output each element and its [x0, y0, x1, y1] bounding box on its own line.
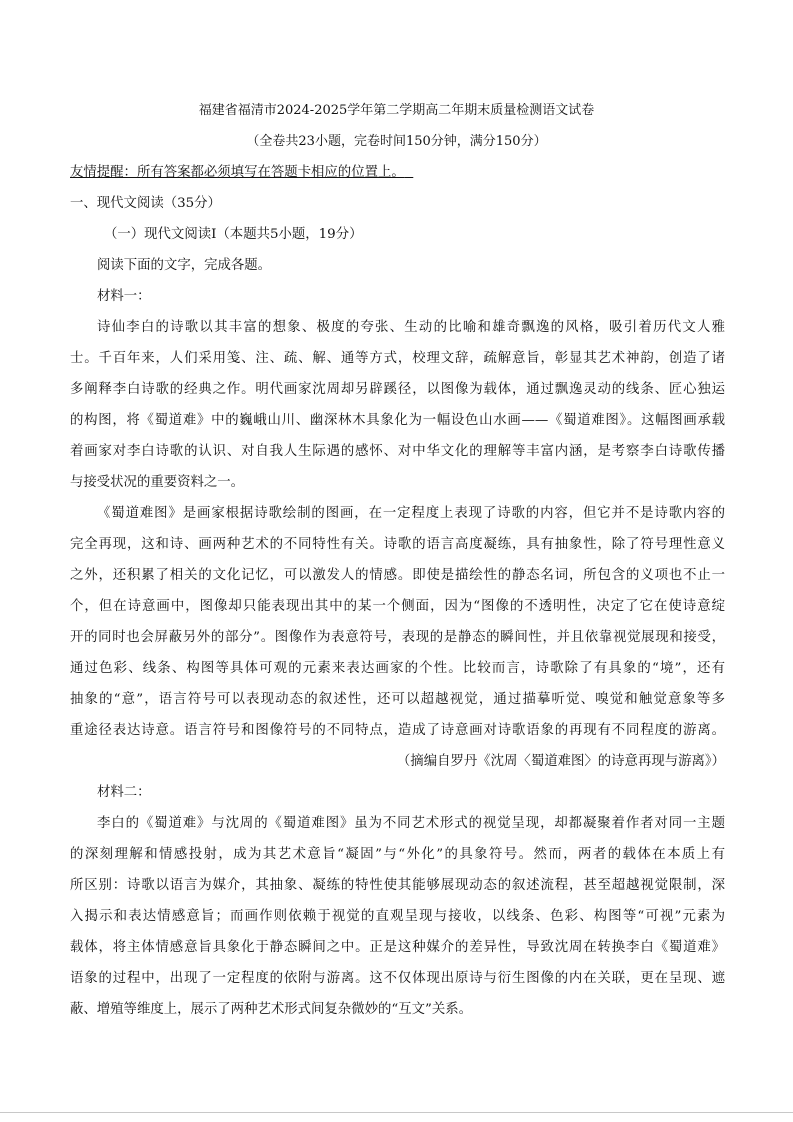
- material1-source: （摘编自罗丹《沈周〈蜀道难图〉的诗意再现与游离》）: [396, 754, 725, 769]
- reminder-text: 友情提醒：所有答案都必须填写在答题卡相应的位置上。: [70, 165, 405, 180]
- material1-p2-line: 开的同时也会屏蔽另外的部分”。图像作为表意符号，表现的是静态的瞬间性，并且依靠视觉展现和接受，: [70, 630, 725, 645]
- reading-instruction: 阅读下面的文字，完成各题。: [97, 258, 272, 273]
- material1-p1-line: 诗仙李白的诗歌以其丰富的想象、极度的夸张、生动的比喻和雄奇飘逸的风格，吸引着历代文人雅: [97, 320, 725, 335]
- reminder-note: [70, 163, 413, 183]
- material1-p2-line: 之外，还积累了相关的文化记忆，可以激发人的情感。即使是描绘性的静态名词，所包含的义项也不止一: [70, 568, 725, 583]
- document-subtitle: （全卷共23小题，完卷时间150分钟，满分150分）: [246, 134, 547, 149]
- material1-label: 材料一：: [97, 289, 151, 304]
- material2-p1-line: 蔽、增殖等维度上，展示了两种艺术形式间复杂微妙的“互文”关系。: [70, 1002, 473, 1017]
- material1-p2-line: 重途径表达诗意。语言符号和图像符号的不同特点，造成了诗意画对诗歌语象的再现有不同程度的游离。: [70, 723, 725, 738]
- material2-p1-line: 李白的《蜀道难》与沈周的《蜀道难图》虽为不同艺术形式的视觉呈现，却都凝聚着作者对同一主题: [97, 816, 725, 831]
- material2-p1-line: 入揭示和表达情感意旨；而画作则依赖于视觉的直观呈现与接收，以线条、色彩、构图等“可视”元素为: [70, 909, 725, 924]
- material1-p1-line: 的构图，将《蜀道难》中的巍峨山川、幽深林木具象化为一幅设色山水画——《蜀道难图》。这幅图画承载: [70, 413, 725, 428]
- material1-p1-line: 多阐释李白诗歌的经典之作。明代画家沈周却另辟蹊径，以图像为载体，通过飘逸灵动的线条、匠心独运: [70, 382, 725, 397]
- material2-p1-line: 载体，将主体情感意旨具象化于静态瞬间之中。正是这种媒介的差异性，导致沈周在转换李白《蜀道难》: [70, 940, 725, 955]
- material2-p1-line: 所区别：诗歌以语言为媒介，其抽象、凝练的特性使其能够展现动态的叙述流程，甚至超越视觉限制，深: [70, 878, 725, 893]
- material2-p1-line: 的深刻理解和情感投射，成为其艺术意旨“凝固”与“外化”的具象符号。然而，两者的载体在本质上有: [70, 847, 725, 862]
- material1-p2-line: 完全再现，这和诗、画两种艺术的不同特性有关。诗歌的语言高度凝练，具有抽象性，除了符号理性意义: [70, 537, 725, 552]
- material1-p1-line: 着画家对李白诗歌的认识、对自我人生际遇的感怀、对中华文化的理解等丰富内涵，是考察李白诗歌传播: [70, 444, 725, 459]
- page-bottom-rule: [0, 1112, 793, 1113]
- document-title: 福建省福清市2024-2025学年第二学期高二年期末质量检测语文试卷: [198, 103, 595, 118]
- material2-label: 材料二：: [97, 785, 151, 800]
- material1-p2-line: 抽象的“意”，语言符号可以表现动态的叙述性，还可以超越视觉，通过描摹听觉、嗅觉和触觉意象等多: [70, 692, 725, 707]
- material1-p2-line: 个，但在诗意画中，图像却只能表现出其中的某一个侧面，因为“图像的不透明性，决定了它在使诗意绽: [70, 599, 725, 614]
- subsection-heading: （一）现代文阅读Ⅰ（本题共5小题，19分）: [104, 227, 363, 242]
- material1-p2-line: 通过色彩、线条、构图等具体可观的元素来表达画家的个性。比较而言，诗歌除了有具象的“境”，还有: [70, 661, 725, 676]
- section-heading: 一、现代文阅读（35分）: [70, 196, 221, 211]
- material1-p1-line: 士。千百年来，人们采用笺、注、疏、解、通等方式，校理文辞，疏解意旨，彰显其艺术神韵，创造了诸: [70, 351, 725, 366]
- material1-p1-line: 与接受状况的重要资料之一。: [70, 475, 245, 490]
- material2-p1-line: 语象的过程中，出现了一定程度的依附与游离。这不仅体现出原诗与衍生图像的内在关联，更在呈现、遮: [70, 971, 725, 986]
- material1-p2-line: 《蜀道难图》是画家根据诗歌绘制的图画，在一定程度上表现了诗歌的内容，但它并不是诗歌内容的: [97, 506, 725, 521]
